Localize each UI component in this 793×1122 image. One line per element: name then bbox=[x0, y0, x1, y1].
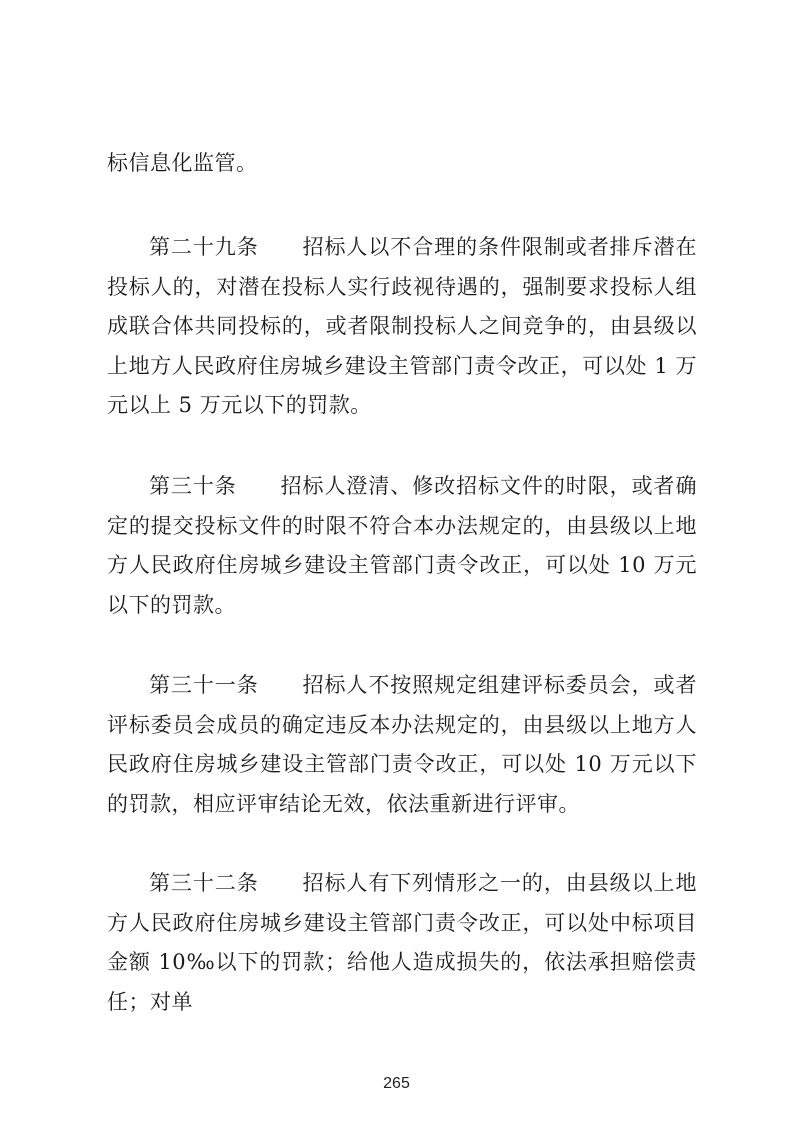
article-32-paragraph bbox=[107, 864, 697, 1022]
article-separator bbox=[259, 871, 303, 895]
paragraph-text: 招标人有下列情形之一的，由县级以上地方人民政府住房城乡建设主管部门责令改正，可以处中标项目金额 10‰以下的罚款；给他人造成损失的，依法承担赔偿责任；对单 bbox=[107, 871, 697, 1014]
article-number: 第二十九条 bbox=[149, 235, 259, 259]
paragraph-text: 招标人以不合理的条件限制或者排斥潜在投标人的，对潜在投标人实行歧视待遇的，强制要求投标人组成联合体共同投标的，或者限制投标人之间竞争的，由县级以上地方人民政府住房城乡建设主管部门责令改正，可以处 1 万元以上 5 万元以下的罚款。 bbox=[107, 235, 697, 417]
paragraph-text: 招标人澄清、修改招标文件的时限，或者确定的提交投标文件的时限不符合本办法规定的，由县级以上地方人民政府住房城乡建设主管部门责令改正，可以处 10 万元以下的罚款。 bbox=[107, 474, 697, 617]
article-31-paragraph bbox=[107, 666, 697, 824]
paragraph-text: 招标人不按照规定组建评标委员会，或者评标委员会成员的确定违反本办法规定的，由县级以上地方人民政府住房城乡建设主管部门责令改正，可以处 10 万元以下的罚款，相应评审结论无效，依法重新进行评审。 bbox=[107, 673, 697, 816]
article-separator bbox=[259, 673, 303, 697]
article-number: 第三十条 bbox=[149, 474, 237, 498]
article-number: 第三十一条 bbox=[149, 673, 259, 697]
article-separator bbox=[237, 474, 281, 498]
article-separator bbox=[259, 235, 303, 259]
article-number: 第三十二条 bbox=[149, 871, 259, 895]
paragraph-text: 标信息化监管。 bbox=[107, 151, 258, 175]
article-29-paragraph bbox=[107, 228, 697, 426]
page-number: 265 bbox=[383, 1075, 410, 1092]
article-30-paragraph bbox=[107, 467, 697, 625]
paragraph-continuation bbox=[107, 144, 697, 184]
